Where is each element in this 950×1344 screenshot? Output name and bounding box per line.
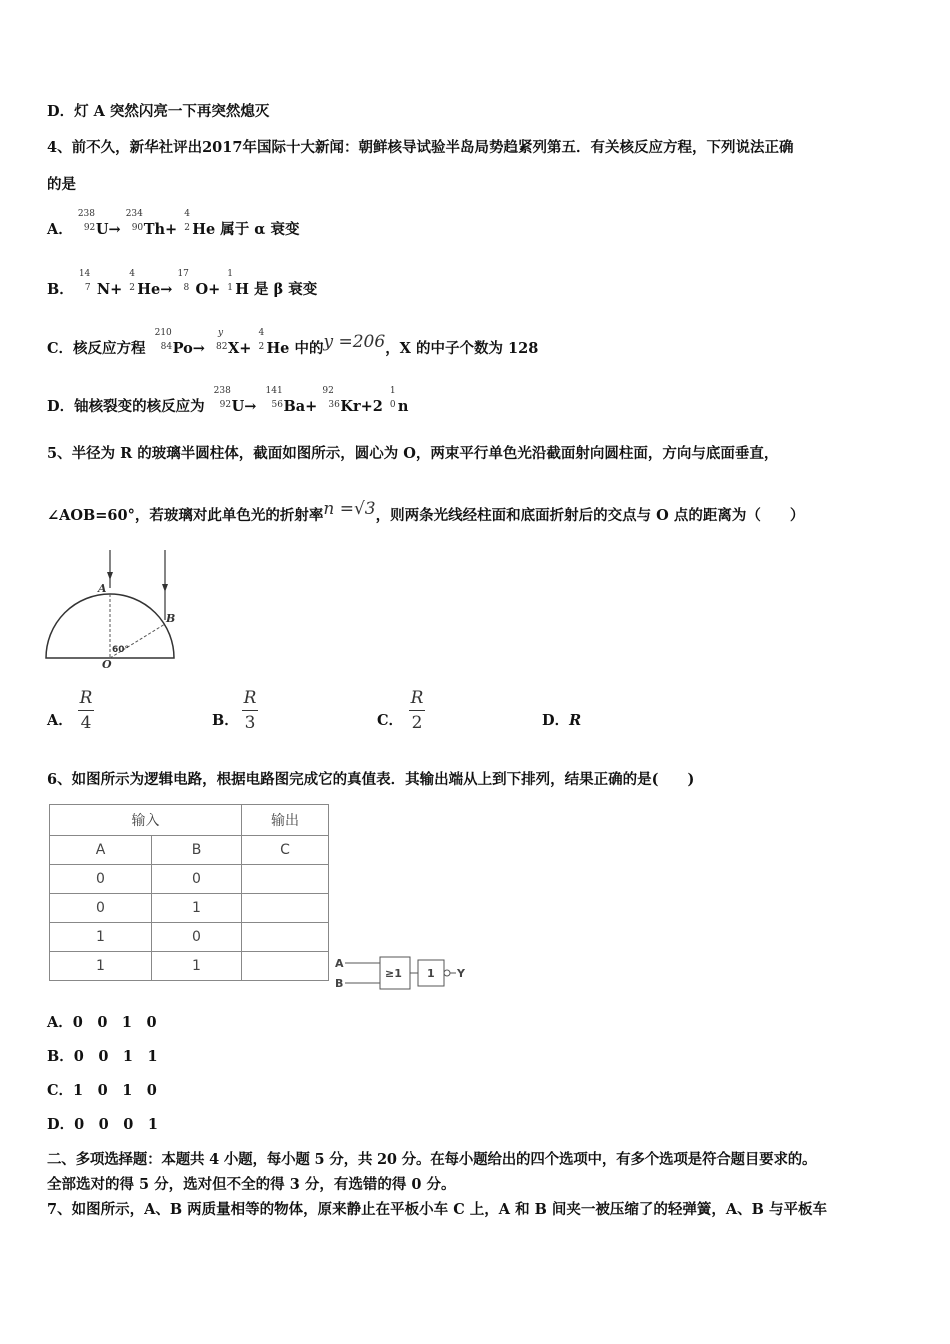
q4-option-b: B． 14 7 N+ 4 2 He→ 17 8 O+ 1 1 H 是 β 衰变 [47,269,318,298]
col-b: B [152,836,242,865]
table-row: 1 0 [50,923,329,952]
q5-option-c-frac: R 2 [410,688,424,733]
output-y-label: Y [457,967,465,980]
section2-heading-cont: 全部选对的得 5 分，选对但不全的得 3 分，有选错的得 0 分。 [47,1176,456,1193]
not-gate-label: 1 [427,967,435,980]
q6-option-d: D．0 0 0 1 [47,1116,158,1133]
q6-stem: 6、如图所示为逻辑电路，根据电路图完成它的真值表．其输出端从上到下排列，结果正确的是( ) [47,771,695,788]
label-o: O [102,658,112,670]
header-input: 输入 [50,805,242,836]
q4-option-d: D．铀核裂变的核反应为 238 92 U→ 141 56 Ba+ 92 36 Kr+2 1 0 n [47,386,409,415]
label-angle: 60° [112,645,130,655]
input-a-label: A [335,957,344,970]
q5-option-b-frac: R 3 [243,688,257,733]
q4-option-a: A． 238 92 U→ 234 90 Th+ 4 2 He 属于 α 衰变 [47,209,300,238]
truth-table [49,804,329,981]
col-c: C [242,836,329,865]
label-b: B [166,612,176,625]
q7-stem: 7、如图所示，A、B 两质量相等的物体，原来静止在平板小车 C 上，A 和 B 间夹一被压缩了的轻弹簧，A、B 与平板车 [47,1201,827,1218]
q5-option-d: D．R [542,712,582,729]
q6-option-c: C．1 0 1 0 [47,1082,157,1099]
q5-stem-cont: ∠AOB=60°，若玻璃对此单色光的折射率n =√3，则两条光线经柱面和底面折射后的交点与 O 点的距离为（ ） [47,499,805,524]
y-equals-206: y =206 [323,332,386,352]
q4-stem-cont: 的是 [47,176,76,193]
q4-option-c: C．核反应方程 210 84 Po→ y 82 X+ 4 2 He 中的y =206，X 的中子个数为 128 [47,328,539,357]
label-a: A [98,582,107,595]
q6-option-a: A．0 0 1 0 [47,1014,157,1031]
semicircle-figure [40,548,190,670]
refractive-index: n =√3 [323,499,376,519]
table-row: 1 1 [50,952,329,981]
q3-option-d: D．灯 A 突然闪亮一下再突然熄灭 [47,103,270,120]
q5-option-c-label: C． [377,712,404,729]
q5-option-a-label: A． [47,712,73,729]
or-gate-label: ≥1 [385,967,402,980]
q5-stem: 5、半径为 R 的玻璃半圆柱体，截面如图所示，圆心为 O，两束平行单色光沿截面射向圆柱面，方向与底面垂直， [47,445,779,462]
q5-option-b-label: B． [212,712,239,729]
section2-heading: 二、多项选择题：本题共 4 小题，每小题 5 分，共 20 分。在每小题给出的四个选项中，有多个选项是符合题目要求的。 [47,1151,817,1168]
logic-circuit [334,952,474,994]
table-row: 0 0 [50,865,329,894]
col-a: A [50,836,152,865]
table-row: 0 1 [50,894,329,923]
q5-option-a-frac: R 4 [79,688,93,733]
header-output: 输出 [242,805,329,836]
input-b-label: B [335,977,344,990]
q6-option-b: B．0 0 1 1 [47,1048,158,1065]
q4-stem: 4、前不久，新华社评出2017年国际十大新闻：朝鲜核导试验半岛局势趋紧列第五．有关核反应方程，下列说法正确 [47,139,794,156]
